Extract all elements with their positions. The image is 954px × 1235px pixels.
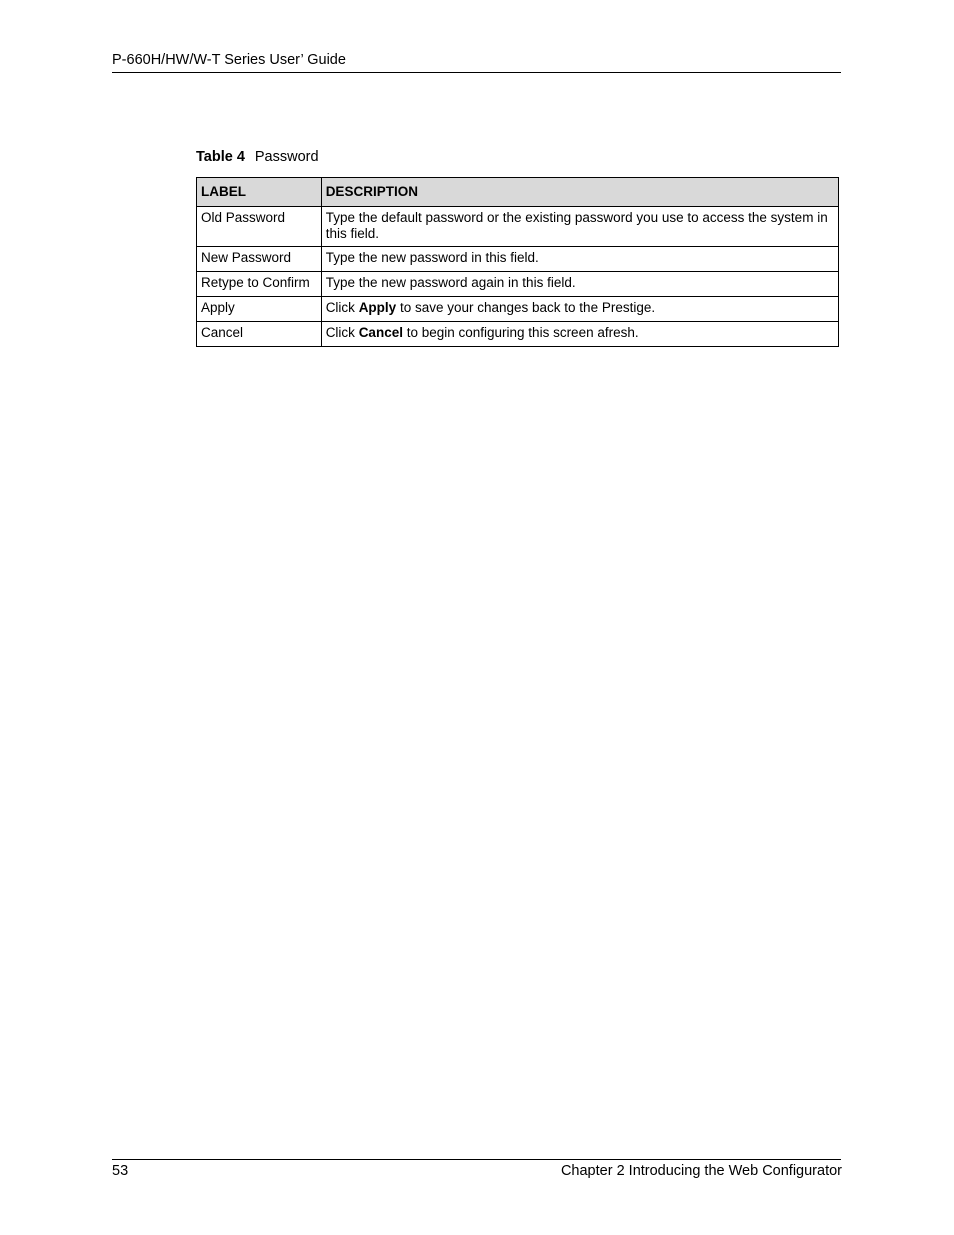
page-footer [112, 1159, 841, 1184]
description-column-header: DESCRIPTION [321, 178, 838, 207]
row-description [321, 247, 838, 272]
page-header [112, 51, 841, 73]
page-number: 53 [112, 1163, 129, 1179]
guide-title: P-660H/HW/W-T Series User’ Guide [112, 52, 346, 68]
password-field-table [196, 177, 839, 347]
row-label: Old Password [197, 207, 322, 247]
table-row [197, 322, 839, 347]
ui-control-name: Apply [358, 300, 397, 315]
table-title: Password [254, 149, 319, 165]
description-text: Type the new password again in this field. [325, 275, 576, 290]
row-label: Retype to Confirm [197, 272, 322, 297]
description-text: to begin configuring this screen afresh. [402, 325, 639, 340]
row-description [321, 297, 838, 322]
description-text: Type the default password or the existing password you use to access the system in this field. [325, 210, 828, 241]
ui-control-name: Cancel [358, 325, 403, 340]
table-row [197, 247, 839, 272]
description-text: to save your changes back to the Prestige. [396, 300, 656, 315]
table-row [197, 297, 839, 322]
table-header-row [197, 178, 839, 207]
chapter-title: Chapter 2 Introducing the Web Configurator [560, 1163, 842, 1179]
description-text: Click [325, 325, 359, 340]
table-row [197, 272, 839, 297]
table-number: Table 4 [196, 149, 245, 165]
row-description [321, 207, 838, 247]
row-label: Cancel [197, 322, 322, 347]
label-column-header: LABEL [197, 178, 322, 207]
row-label: Apply [197, 297, 322, 322]
row-label: New Password [197, 247, 322, 272]
row-description [321, 322, 838, 347]
description-text: Click [325, 300, 359, 315]
description-text: Type the new password in this field. [325, 250, 539, 265]
table-row [197, 207, 839, 247]
table-caption [196, 149, 319, 166]
row-description [321, 272, 838, 297]
